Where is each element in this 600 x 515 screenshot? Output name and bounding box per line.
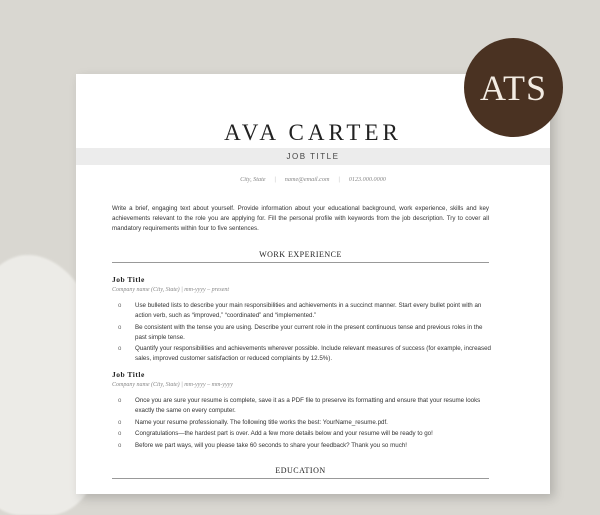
job-2-bullets <box>118 396 491 452</box>
bullet-icon: o <box>118 324 122 331</box>
list-item: o Congratulations—the hardest part is over. Add a few more details below and your resume will be ready to go! <box>118 430 433 437</box>
contact-phone: 0123.000.0000 <box>348 176 386 183</box>
bullet-icon: o <box>118 398 122 404</box>
job-1-meta: Company name (City, State) | mm-yyyy – present <box>112 287 230 293</box>
contact-line <box>76 176 550 183</box>
list-item: o Use bulleted lists to describe your main responsibilities and achievements in a succinct manner. Start every bullet point with an action verb, such as “improved,” “coordinated” and “implemented.” <box>118 302 482 319</box>
resume-page <box>76 74 550 494</box>
contact-email: name@email.com <box>284 176 330 183</box>
job-1-title: Job Title <box>112 275 145 284</box>
resume-name: AVA CARTER <box>224 120 402 145</box>
ats-badge <box>464 38 563 137</box>
list-item: o Be consistent with the tense you are using. Describe your current role in the present continuous tense and previous roles in the past simple tense. <box>118 323 483 341</box>
job-2-title: Job Title <box>112 370 145 379</box>
job-1-bullets <box>118 301 491 366</box>
bullet-icon: o <box>118 419 122 426</box>
bullet-icon: o <box>118 303 122 309</box>
job-title-bar: JOB TITLE <box>76 148 550 165</box>
bullet-icon: o <box>118 442 122 449</box>
ats-badge-label: ATS <box>479 67 548 108</box>
contact-separator: | <box>338 176 340 183</box>
section-divider <box>112 262 489 263</box>
profile-summary: Write a brief, engaging text about yourself. Provide information about your educational background, work experience, skills and key achievements relevant to the role you are applying for. Fill the personal profile with keywords from the job description. Try to cover all mandatory requirements within four to five sentences. <box>112 205 489 232</box>
list-item: o Before we part ways, will you please take 60 seconds to share your feedback? Thank you so much! <box>118 441 407 449</box>
list-item: o Once you are sure your resume is complete, save it as a PDF file to preserve its formatting and ensure that your resume looks exactly the same on every computer. <box>118 397 481 414</box>
list-item: o Name your resume professionally. The following title works the best: YourName_resume.pdf. <box>118 418 388 426</box>
contact-location: City, State <box>240 176 266 183</box>
education-heading: EDUCATION <box>275 466 326 475</box>
contact-separator: | <box>274 176 276 183</box>
list-item: o Quantify your responsibilities and achievements wherever possible. Include relevant measures of success (for example, increased sales, improved customer satisfaction or reduced complaints by 12.5%). <box>118 345 491 362</box>
job-2-meta: Company name (City, State) | mm-yyyy – mm-yyyy <box>112 382 233 388</box>
bullet-icon: o <box>118 346 122 352</box>
section-divider <box>112 478 489 479</box>
bullet-icon: o <box>118 431 122 437</box>
work-experience-heading: WORK EXPERIENCE <box>259 250 342 259</box>
